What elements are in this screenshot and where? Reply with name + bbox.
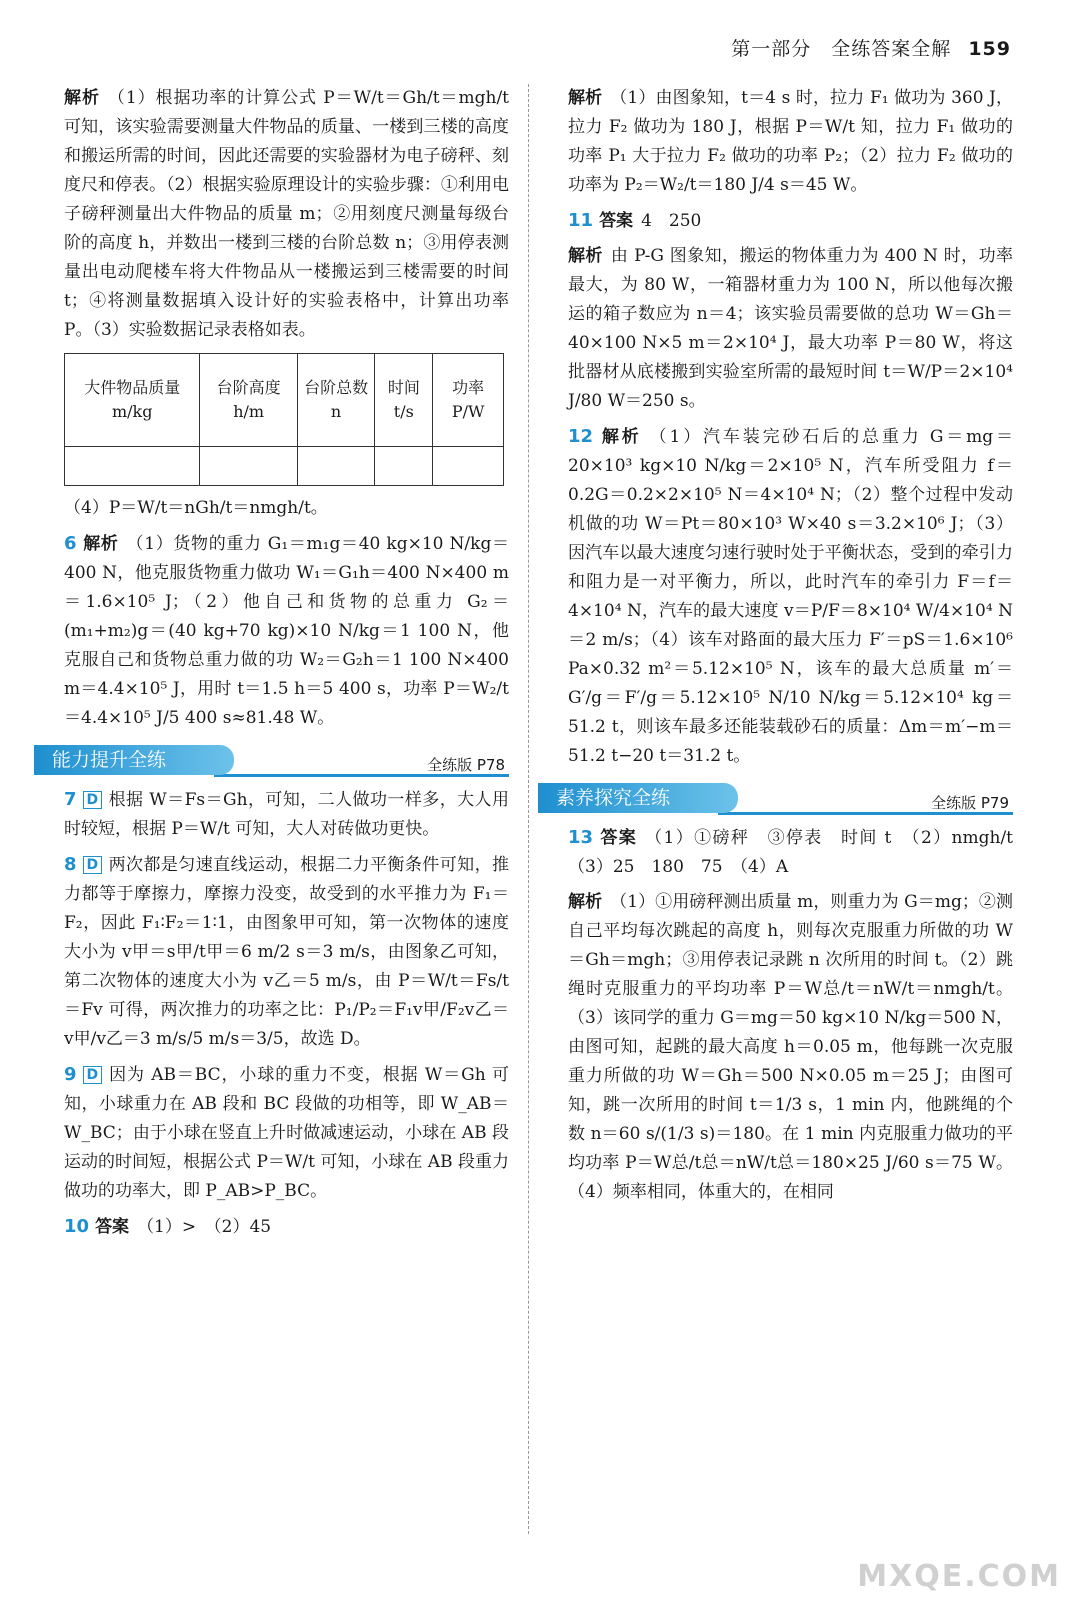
q13-analysis — [568, 888, 1013, 1207]
question-number: 10 — [64, 1216, 90, 1237]
q12-text: （1）汽车装完砂石后的总重力 G＝mg＝20×10³ kg×10 N/kg＝2×10⁵ N，汽车所受阻力 f＝0.2G＝0.2×2×10⁵ N＝4×10⁴ N；（2）整个过程中发动机做的功 W＝Pt＝80×10³ W×40 s＝3.2×10⁶ J；（3）因汽车以最大速度匀速行驶时处于平衡状态，受到的牵引力和阻力是一对平衡力，所以，此时汽车的牵引力 F＝f＝4×10⁴ N，汽车的最大速度 v＝P/F＝8×10⁴ W/4×10⁴ N＝2 m/s；（4）该车对路面的最大压力 F′＝pS＝1.6×10⁶ Pa×0.32 m²＝5.12×10⁵ N，该车的最大总质量 m′＝G′/g＝F′/g＝5.12×10⁵ N/10 N/kg＝5.12×10⁴ kg＝51.2 t，则该车最多还能装载砂石的质量：Δm＝m′−m＝51.2 t−20 t＝31.2 t。 — [568, 427, 1013, 766]
q13-answer-text: （1）①磅秤 ③停表 时间 t （2）nmgh/t （3）25 180 75 （4）A — [568, 828, 1031, 877]
q11-text: 由 P-G 图象知，搬运的物体重力为 400 N 时，功率最大，为 80 W，一箱器材重力为 100 N，所以他每次搬运的箱子数应为 n＝4；该实验员需要做的总功 W＝Gh＝40×100 N×5 m＝2×10⁴ J，最大功率 P＝80 W，将这批器材从底楼搬到实验室所需的最短时间 t＝W/P＝2×10⁴ J/80 W＝250 s。 — [568, 246, 1013, 411]
q9-text: 因为 AB＝BC，小球的重力不变，根据 W＝Gh 可知，小球重力在 AB 段和 BC 段做的功相等，即 W_AB＝W_BC；由于小球在竖直上升时做减速运动，小球在 AB 段运动的时间短，根据公式 P＝W/t 可知，小球在 AB 段重力做功的功率大，即 P_AB>P_BC。 — [64, 1065, 509, 1201]
r1-analysis — [568, 84, 1013, 200]
analysis-label: 解析 — [568, 88, 603, 108]
table-cell — [433, 447, 504, 486]
q8-answer — [64, 850, 509, 1054]
question-number: 9 — [64, 1064, 77, 1085]
band-version: 全练版 P78 — [427, 756, 505, 774]
question-number: 12 — [568, 426, 594, 447]
question-number: 13 — [568, 827, 594, 848]
answer-label: 答案 — [95, 1217, 130, 1237]
answer-choice-badge: D — [83, 791, 103, 809]
question-number: 8 — [64, 854, 77, 875]
q5-text: （1）根据功率的计算公式 P＝W/t＝Gh/t＝mgh/t 可知，该实验需要测量大件物品的质量、一楼到三楼的高度和搬运所需的时间，因此还需要的实验器材为电子磅秤、刻度尺和停表。（2）根据实验原理设计的实验步骤：①利用电子磅秤测量出大件物品的质量 m；②用刻度尺测量每级台阶的高度 h，并数出一楼到三楼的台阶总数 n；③用停表测量出电动爬楼车将大件物品从一楼搬运到三楼需要的时间 t；④将测量数据填入设计好的实验表格中，计算出功率 P。（3）实验数据记录表格如表。 — [64, 88, 510, 340]
table-cell — [297, 447, 374, 486]
question-number: 7 — [64, 789, 77, 810]
section-band-ability — [52, 743, 509, 777]
r1-text: （1）由图象知，t＝4 s 时，拉力 F₁ 做功为 360 J，拉力 F₂ 做功为 180 J，根据 P＝W/t 知，拉力 F₁ 做功的功率 P₁ 大于拉力 F₂ 做功的功率 P₂；（2）拉力 F₂ 做功的功率为 P₂＝W₂/t＝180 J/4 s＝45 W。 — [568, 88, 1014, 195]
analysis-label: 解析 — [568, 892, 603, 912]
record-table — [64, 353, 504, 486]
band-title: 素养探究全练 — [538, 783, 738, 813]
table-cell — [65, 447, 200, 486]
table-cell — [200, 447, 297, 486]
q5-part4: （4）P＝W/t＝nGh/t＝nmgh/t。 — [64, 498, 328, 518]
answer-label: 答案 — [599, 211, 634, 231]
analysis-label: 解析 — [64, 88, 100, 108]
answer-choice-badge: D — [83, 856, 103, 874]
page-header — [731, 34, 1011, 61]
q9-answer — [64, 1060, 509, 1206]
q13-text: （1）①用磅秤测出质量 m，则重力为 G＝mg；②测自己平均每次跳起的高度 h，则每次克服重力所做的功 W＝Gh＝mgh；③用停表记录跳 n 次所用的时间 t。（2）跳绳时克服重力的平均功率 P＝W总/t＝nW/t＝nmgh/t。（3）该同学的重力 G＝mg＝50 kg×10 N/kg＝500 N，由图可知，起跳的最大高度 h＝0.05 m，他每跳一次克服重力所做的功 W＝Gh＝500 N×0.05 m＝25 J；由图可知，跳一次所用的时间 t＝1/3 s，1 min 内，他跳绳的个数 n＝60 s/(1/3 s)＝180。在 1 min 内克服重力做功的平均功率 P＝W总/t总＝nW/t总＝180×25 J/60 s＝75 W。（4）频率相同，体重大的，在相同 — [568, 892, 1014, 1202]
table-header-cell: 功率 P/W — [433, 354, 504, 447]
table-row — [65, 447, 504, 486]
analysis-label: 解析 — [568, 246, 603, 266]
q5-analysis — [64, 84, 509, 345]
q11-answer — [568, 206, 1013, 236]
left-column — [52, 84, 510, 1248]
q7-answer — [64, 785, 509, 844]
header-title: 第一部分 全练答案全解 — [731, 38, 952, 60]
table-header-cell: 大件物品质量 m/kg — [65, 354, 200, 447]
q11-answer-text: 4 250 — [641, 211, 702, 231]
q13-answer — [568, 823, 1031, 882]
question-number: 6 — [64, 533, 77, 554]
q10-text: （1）> （2）45 — [137, 1217, 272, 1237]
table-header-cell: 台阶高度 h/m — [200, 354, 297, 447]
table-header-cell: 台阶总数 n — [297, 354, 374, 447]
answer-label: 答案 — [599, 828, 638, 848]
analysis-label: 解析 — [82, 534, 119, 554]
q11-analysis — [568, 242, 1013, 416]
answer-choice-badge: D — [83, 1066, 103, 1084]
analysis-label: 解析 — [599, 427, 642, 447]
table-cell — [375, 447, 433, 486]
q6-text: （1）货物的重力 G₁＝m₁g＝40 kg×10 N/kg＝400 N，他克服货物重力做功 W₁＝G₁h＝400 N×400 m＝1.6×10⁵ J；（2）他自己和货物的总重力 G₂＝(m₁+m₂)g＝(40 kg+70 kg)×10 N/kg＝1 100 N，他克服自己和货物总重力做的功 W₂＝G₂h＝1 100 N×400 m＝4.4×10⁵ J，用时 t＝1.5 h＝5 400 s，功率 P＝W₂/t＝4.4×10⁵ J/5 400 s≈81.48 W。 — [64, 534, 510, 728]
table-header-cell: 时间 t/s — [375, 354, 433, 447]
column-divider — [528, 84, 529, 1534]
q12-analysis — [568, 422, 1013, 771]
q8-text: 两次都是匀速直线运动，根据二力平衡条件可知，推力都等于摩擦力，摩擦力没变，故受到的水平推力为 F₁＝F₂，因此 F₁∶F₂＝1∶1，由图象甲可知，第一次物体的速度大小为 v甲＝s甲/t甲＝6 m/2 s＝3 m/s，由图象乙可知，第二次物体的速度大小为 v乙＝5 m/s，由 P＝W/t＝Fs/t＝Fv 可得，两次推力的功率之比：P₁/P₂＝F₁v甲/F₂v乙＝v甲/v乙＝3 m/s/5 m/s＝3/5，故选 D。 — [64, 855, 509, 1049]
q10-answer — [64, 1212, 509, 1242]
band-version: 全练版 P79 — [931, 794, 1009, 812]
q7-text: 根据 W＝Fs＝Gh，可知，二人做功一样多，大人用时较短，根据 P＝W/t 可知，大人对砖做功更快。 — [64, 790, 509, 839]
table-row — [65, 354, 504, 447]
q6-analysis — [64, 529, 509, 733]
page-number: 159 — [968, 38, 1011, 60]
section-band-literacy — [556, 781, 1013, 815]
watermark: MXQE.COM — [857, 1559, 1061, 1594]
band-title: 能力提升全练 — [34, 745, 234, 775]
right-column — [556, 84, 1031, 1213]
question-number: 11 — [568, 210, 594, 231]
